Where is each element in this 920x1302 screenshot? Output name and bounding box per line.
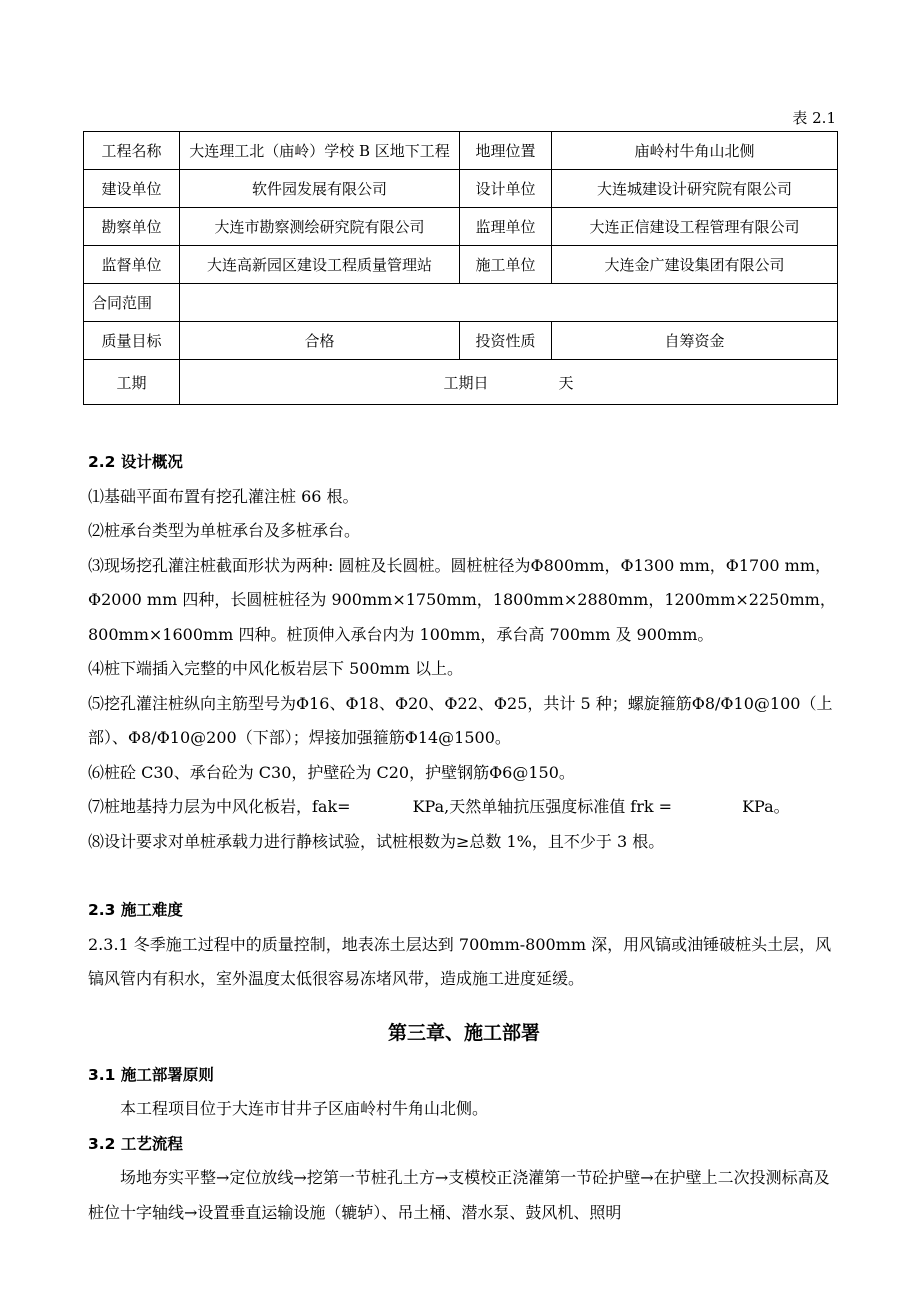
value-cell: 合格: [180, 322, 460, 360]
label-cell: 地理位置: [460, 132, 552, 170]
paragraph: ⑶现场挖孔灌注桩截面形状为两种: 圆桩及长圆桩。圆桩桩径为Φ800mm，Φ1300 mm，Φ1700 mm，Φ2000 mm 四种，长圆桩桩径为 900mm×1750mm，1800mm×2880mm，1200mm×2250mm，800mm×1600mm 四种。桩顶伸入承台内为 100mm，承台高 700mm 及 900mm。: [88, 555, 836, 644]
paragraph: ⑹桩砼 C30、承台砼为 C30，护壁砼为 C20，护壁钢筋Φ6@150。: [88, 762, 575, 782]
label-cell: 设计单位: [460, 170, 552, 208]
value-cell: 庙岭村牛角山北侧: [552, 132, 838, 170]
chapter-title: 第三章、施工部署: [387, 1021, 540, 1044]
label-cell: 合同范围: [84, 284, 180, 322]
value-cell: 软件园发展有限公司: [180, 170, 460, 208]
period-text-b: 天: [558, 373, 574, 392]
paragraph: 场地夯实平整→定位放线→挖第一节桩孔土方→支模校正浇灌第一节砼护壁→在护壁上二次投测标高及桩位十字轴线→设置垂直运输设施（辘轳）、吊土桶、潜水泵、鼓风机、照明: [88, 1168, 830, 1222]
item7-part-c: KPa。: [742, 797, 790, 816]
section-heading: 2.2 设计概况: [88, 453, 183, 471]
item7-part-b: KPa,天然单轴抗压强度标准值 frk =: [412, 797, 673, 816]
spacer: [88, 859, 840, 893]
value-cell: 大连城建设计研究院有限公司: [552, 170, 838, 208]
paragraph: [88, 790, 840, 825]
label-cell: 监理单位: [460, 208, 552, 246]
table-row: [84, 284, 838, 322]
value-cell: 大连金广建设集团有限公司: [552, 246, 838, 284]
table-row: [84, 132, 838, 170]
value-cell: [180, 284, 838, 322]
body-text: [88, 445, 840, 1230]
label-cell: 质量目标: [84, 322, 180, 360]
label-cell: 施工单位: [460, 246, 552, 284]
section-heading: 3.2 工艺流程: [88, 1134, 183, 1153]
table-row: [84, 246, 838, 284]
table-row: [84, 170, 838, 208]
paragraph: ⑸挖孔灌注桩纵向主筋型号为Φ16、Φ18、Φ20、Φ22、Φ25，共计 5 种；螺旋箍筋Φ8/Φ10@100（上部）、Φ8/Φ10@200（下部）；焊接加强箍筋Φ14@1500。: [88, 693, 833, 747]
paragraph: ⑵桩承台类型为单桩承台及多桩承台。: [88, 521, 361, 540]
label-cell: 工程名称: [84, 132, 180, 170]
label-cell: 勘察单位: [84, 208, 180, 246]
period-text-a: 工期日: [443, 373, 489, 392]
project-info-table: [83, 131, 838, 405]
paragraph: 本工程项目位于大连市甘井子区庙岭村牛角山北侧。: [120, 1099, 489, 1118]
value-cell: [180, 360, 838, 405]
paragraph: ⑻设计要求对单桩承载力进行静核试验，试桩根数为≥总数 1%，且不少于 3 根。: [88, 831, 665, 851]
value-cell: 自筹资金: [552, 322, 838, 360]
table-row: [84, 360, 838, 405]
paragraph: ⑴基础平面布置有挖孔灌注桩 66 根。: [88, 486, 359, 506]
value-cell: 大连高新园区建设工程质量管理站: [180, 246, 460, 284]
value-cell: 大连正信建设工程管理有限公司: [552, 208, 838, 246]
value-cell: 大连理工北（庙岭）学校 B 区地下工程: [180, 132, 460, 170]
value-cell: 大连市勘察测绘研究院有限公司: [180, 208, 460, 246]
table-caption: 表 2.1: [792, 109, 836, 127]
paragraph: 2.3.1 冬季施工过程中的质量控制，地表冻土层达到 700mm-800mm 深，用风镐或油锤破桩头土层，风镐风管内有积水，室外温度太低很容易冻堵风带，造成施工进度延缓。: [88, 934, 832, 988]
paragraph: ⑷桩下端插入完整的中风化板岩层下 500mm 以上。: [88, 659, 464, 678]
label-cell: 建设单位: [84, 170, 180, 208]
table-row: [84, 322, 838, 360]
table-row: [84, 208, 838, 246]
item7-part-a: ⑺桩地基持力层为中风化板岩，fak=: [88, 797, 351, 816]
label-cell: 工期: [84, 360, 180, 405]
label-cell: 监督单位: [84, 246, 180, 284]
label-cell: 投资性质: [460, 322, 552, 360]
section-heading: 2.3 施工难度: [88, 901, 183, 919]
section-heading: 3.1 施工部署原则: [88, 1065, 214, 1084]
